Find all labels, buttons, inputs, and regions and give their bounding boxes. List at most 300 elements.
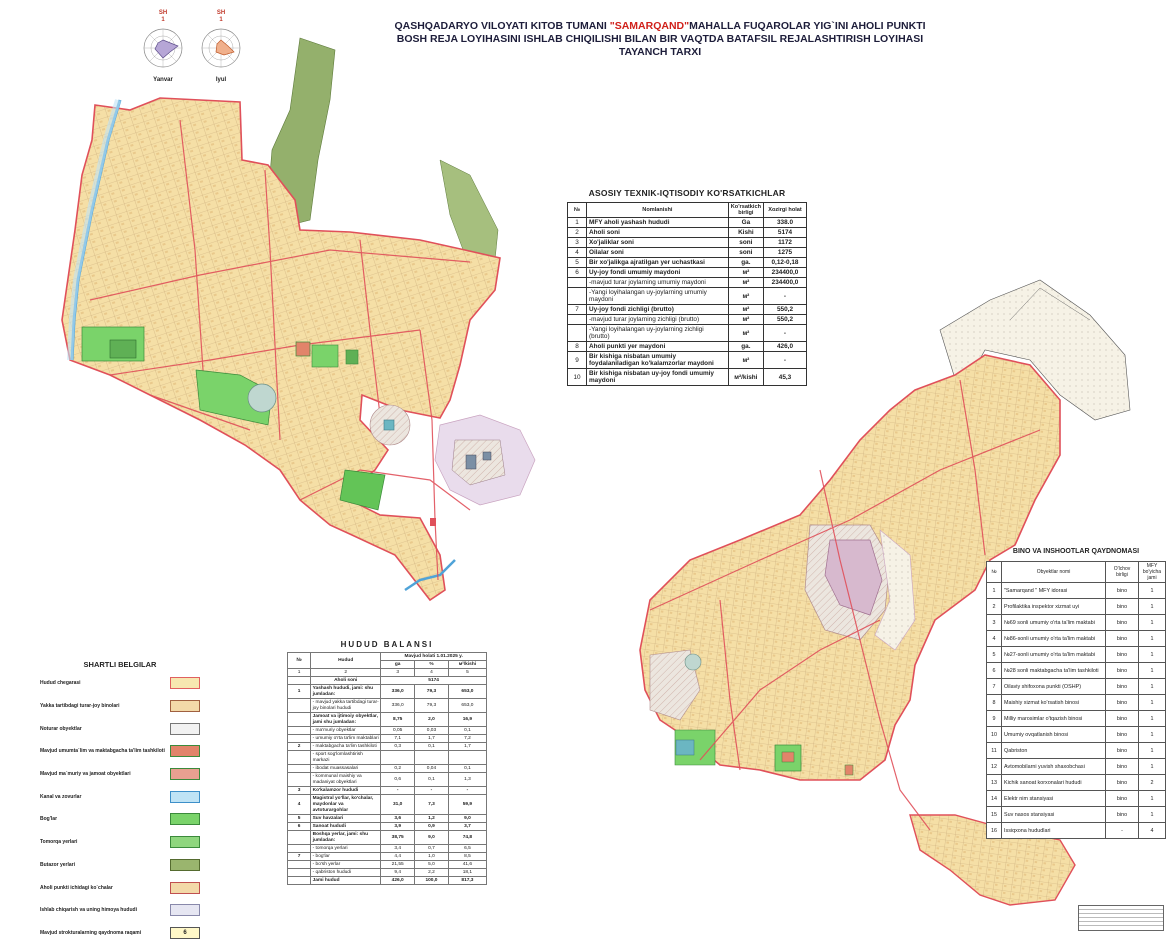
tech-table-row: [568, 352, 807, 369]
row-area: - sport sog'lomlashtirish markazi: [311, 751, 381, 765]
row-value: 426,0: [764, 342, 807, 352]
row-area: Jami hudud: [311, 877, 381, 885]
bino-table-row: [987, 695, 1166, 711]
row-total: 1: [1139, 663, 1166, 679]
buildings-registry-table: [986, 561, 1166, 839]
row-object: №86-sonli umumiy o'rta ta'lim maktabi: [1002, 631, 1106, 647]
legend-swatch: [170, 677, 200, 689]
title-post: MAHALLA FUQAROLAR YIG`INI AHOLI PUNKTI: [689, 20, 926, 32]
row-m2: 1,7: [448, 743, 486, 751]
row-total: 1: [1139, 615, 1166, 631]
row-unit: м²: [728, 288, 763, 305]
row-area: - kommunal maishiy va madaniyat obyektlari: [311, 773, 381, 787]
row-name: Aholi soni: [587, 228, 729, 238]
row-total: 1: [1139, 759, 1166, 775]
legend-label: Yakka tartibdagi turar-joy binolari: [40, 703, 120, 710]
row-area: - qabriston hududi: [311, 869, 381, 877]
row-number: [568, 315, 587, 325]
legend-item: [40, 785, 200, 808]
tech-table-row: [568, 268, 807, 278]
tech-table-row: [568, 258, 807, 268]
row-ga: [381, 751, 415, 765]
row-name: Uy-joy fondi umumiy maydoni: [587, 268, 729, 278]
wind-rose-label: Iyul: [215, 77, 227, 83]
title-highlight: "SAMARQAND": [609, 20, 690, 32]
bino-table-row: [987, 663, 1166, 679]
row-pct: 1,7: [415, 735, 449, 743]
row-unit: bino: [1106, 631, 1139, 647]
row-value: -: [764, 325, 807, 342]
land-balance-row: [288, 815, 487, 823]
tech-table-row: [568, 248, 807, 258]
row-unit: м²: [728, 352, 763, 369]
row-m2: 18,1: [448, 869, 486, 877]
row-ga: 3,9: [381, 823, 415, 831]
land-balance-row: [288, 713, 487, 727]
row-m2: 3,7: [448, 823, 486, 831]
row-pct: 0,1: [415, 773, 449, 787]
row-m2: -: [448, 787, 486, 795]
land-balance-table: [287, 652, 487, 885]
row-pct: 0,9: [415, 823, 449, 831]
row-number: 4: [288, 795, 311, 815]
row-number: 15: [987, 807, 1002, 823]
row-number: 6: [568, 268, 587, 278]
land-balance-row: [288, 735, 487, 743]
row-total: 1: [1139, 807, 1166, 823]
legend-label: Butazor yerlari: [40, 861, 76, 868]
legend-item: [40, 695, 200, 718]
row-value: 234400,0: [764, 268, 807, 278]
row-total: 1: [1139, 791, 1166, 807]
row-m2: [448, 751, 486, 765]
row-object: Milliy marosimlar o'tqazish binosi: [1002, 711, 1106, 727]
population-label: Aholi soni: [311, 677, 381, 685]
row-total: 1: [1139, 583, 1166, 599]
col-object: Obyektlar nomi: [1002, 562, 1106, 583]
row-number: 8: [987, 695, 1002, 711]
row-total: 1: [1139, 679, 1166, 695]
shrub-strip-east: [440, 160, 498, 260]
row-number: 5: [987, 647, 1002, 663]
tech-table-row: [568, 315, 807, 325]
row-object: Oilaviy shifoxona punkti (OSHP): [1002, 679, 1106, 695]
bino-table-title: BINO VA INSHOOTLAR QAYDNOMASI: [1012, 548, 1140, 555]
legend-item: [40, 854, 200, 877]
row-number: 2: [568, 228, 587, 238]
col-ga: ga: [381, 661, 415, 669]
row-number: 11: [987, 743, 1002, 759]
bino-table-row: [987, 743, 1166, 759]
legend-swatch: [170, 791, 200, 803]
row-number: 16: [987, 823, 1002, 839]
row-pct: 1,2: [415, 815, 449, 823]
hudud-header-1: [288, 653, 487, 661]
title-line-3: TAYANCH TARXI: [618, 46, 702, 58]
row-pct: 79,3: [415, 685, 449, 699]
legend-label: Aholi punkti ichidagi ko`chalar: [40, 884, 113, 891]
row-value: 5174: [764, 228, 807, 238]
row-unit: bino: [1106, 759, 1139, 775]
wind-rose-january-labels: [143, 10, 183, 90]
row-object: Issiqxona hududlari: [1002, 823, 1106, 839]
row-number: [568, 278, 587, 288]
row-object: Suv nasos stansiyasi: [1002, 807, 1106, 823]
legend-item: [40, 740, 200, 763]
bino-table-row: [987, 807, 1166, 823]
legend-label: Mavjud ma`muriy va jamoat obyektlari: [40, 771, 131, 778]
row-ga: 9,4: [381, 869, 415, 877]
legend-label: Noturar obyektlar: [40, 725, 82, 732]
bino-table-header: [987, 562, 1166, 583]
land-balance-row: [288, 685, 487, 699]
row-ga: 21,55: [381, 861, 415, 869]
row-number: 2: [288, 743, 311, 751]
idx-cell: 4: [415, 669, 449, 677]
row-number: 9: [987, 711, 1002, 727]
tech-table-row: [568, 325, 807, 342]
north-label: SH: [158, 10, 168, 16]
row-m2: 59,9: [448, 795, 486, 815]
row-area: Jamoat va ijtimoiy obyektlar, jami shu jumladan:: [311, 713, 381, 727]
col-total: MFY bo'yicha jami: [1139, 562, 1166, 583]
col-m2: м²/kishi: [448, 661, 486, 669]
wind-rose-label: Yanvar: [153, 77, 173, 83]
row-number: 12: [987, 759, 1002, 775]
row-pct: [415, 751, 449, 765]
row-pct: 2,2: [415, 869, 449, 877]
row-ga: 8,75: [381, 713, 415, 727]
title-line-2: BOSH REJA LOYIHASINI ISHLAB CHIQILISHI BILAN BIR VAQTDA BATAFSIL REJALASHTIRISH LOYIHASI: [396, 33, 924, 45]
row-number: 1: [987, 583, 1002, 599]
row-number: [288, 751, 311, 765]
legend-title: SHARTLI BELGILAR: [83, 660, 157, 669]
row-pct: 0,03: [415, 727, 449, 735]
col-unit: O'lchov birligi: [1106, 562, 1139, 583]
row-total: 1: [1139, 599, 1166, 615]
row-number: [288, 713, 311, 727]
idx-cell: 2: [311, 669, 381, 677]
row-name: -mavjud turar joylarning zichligi (brutto): [587, 315, 729, 325]
row-unit: bino: [1106, 695, 1139, 711]
row-number: 9: [568, 352, 587, 369]
bino-table-row: [987, 791, 1166, 807]
row-unit: bino: [1106, 711, 1139, 727]
row-unit: bino: [1106, 791, 1139, 807]
col-number: №: [568, 203, 587, 218]
land-balance-row: [288, 765, 487, 773]
row-area: Suv havzalari: [311, 815, 381, 823]
row-object: Umumiy ovqatlanish binosi: [1002, 727, 1106, 743]
row-total: 4: [1139, 823, 1166, 839]
row-pct: 0,04: [415, 765, 449, 773]
row-unit: -: [1106, 823, 1139, 839]
row-total: 1: [1139, 695, 1166, 711]
bino-table-row: [987, 759, 1166, 775]
row-number: 1: [288, 685, 311, 699]
land-balance-title: HUDUD BALANSI: [340, 640, 434, 649]
legend-label: Ishlab chiqarish va uning himoya hududi: [40, 907, 137, 914]
row-total: 1: [1139, 711, 1166, 727]
row-name: MFY aholi yashash hududi: [587, 218, 729, 228]
row-number: 3: [288, 787, 311, 795]
row-number: [288, 727, 311, 735]
row-value: 45,3: [764, 369, 807, 386]
row-pct: 5,0: [415, 861, 449, 869]
legend-swatch: 6: [170, 927, 200, 939]
row-unit: м²: [728, 305, 763, 315]
row-name: Bir kishiga nisbatan umumiy foydalaniladigan ko'kalamzorlar maydoni: [587, 352, 729, 369]
row-number: [288, 877, 311, 885]
legend-label: Mavjud umumta`lim va maktabgacha ta'lim tashkiloti: [40, 748, 165, 755]
land-balance-row: [288, 877, 487, 885]
row-name: Uy-joy fondi zichligi (brutto): [587, 305, 729, 315]
map-title: [380, 20, 940, 59]
row-unit: bino: [1106, 775, 1139, 791]
row-object: №27-sonli umumiy o'rta ta'lim maktabi: [1002, 647, 1106, 663]
row-ga: 0,3: [381, 743, 415, 751]
row-m2: 817,3: [448, 877, 486, 885]
row-area: Magistral yo'llar, ko'chalar, maydonlar va avtoturargohlar: [311, 795, 381, 815]
land-balance-row: [288, 773, 487, 787]
north-letter: 1: [219, 17, 223, 23]
legend-swatch: [170, 768, 200, 780]
row-pct: 9,0: [415, 831, 449, 845]
row-pct: 2,0: [415, 713, 449, 727]
tech-table-row: [568, 342, 807, 352]
row-unit: м²: [728, 268, 763, 278]
row-name: Oilalar soni: [587, 248, 729, 258]
land-balance-row: [288, 751, 487, 765]
bino-table-row: [987, 631, 1166, 647]
tech-table-header: [568, 203, 807, 218]
row-area: - tomorqa yerlari: [311, 845, 381, 853]
row-ga: 0,05: [381, 727, 415, 735]
row-ga: 4,4: [381, 853, 415, 861]
wind-rose-july-labels: [201, 10, 241, 90]
row-object: №28 sonli maktabgacha ta'lim tashkiloti: [1002, 663, 1106, 679]
legend-label: Hudud chegarasi: [40, 680, 81, 687]
title-line-1: [380, 20, 940, 33]
tech-table-title: ASOSIY TEXNIK-IQTISODIY KO'RSATKICHLAR: [588, 188, 786, 198]
row-unit: bino: [1106, 743, 1139, 759]
row-object: Maishiy xizmat ko'rsatish binosi: [1002, 695, 1106, 711]
row-value: 338.0: [764, 218, 807, 228]
land-balance-row: [288, 795, 487, 815]
row-m2: 8,5: [448, 853, 486, 861]
row-area: - umumiy o'rta ta'lim maktablari: [311, 735, 381, 743]
row-number: [288, 845, 311, 853]
row-area: - bog'lar: [311, 853, 381, 861]
col-area: Hudud: [311, 653, 381, 669]
row-number: 5: [288, 815, 311, 823]
legend-swatch: [170, 882, 200, 894]
row-object: Elektr nim stansiyasi: [1002, 791, 1106, 807]
map-legend: [40, 672, 200, 944]
row-unit: ga.: [728, 342, 763, 352]
idx-cell: 5: [448, 669, 486, 677]
bino-table-row: [987, 727, 1166, 743]
row-m2: 653,0: [448, 685, 486, 699]
row-m2: 6,5: [448, 845, 486, 853]
row-ga: 336,0: [381, 685, 415, 699]
row-object: Kichik sanoat korxonalari hududi: [1002, 775, 1106, 791]
row-value: 234400,0: [764, 278, 807, 288]
row-number: 4: [987, 631, 1002, 647]
row-number: 7: [288, 853, 311, 861]
row-area: - maktabgacha ta'lim tashkiloti: [311, 743, 381, 751]
col-name: Nomlanishi: [587, 203, 729, 218]
row-number: 5: [568, 258, 587, 268]
row-name: -Yangi loyihalangan uy-joylarning umumiy maydoni: [587, 288, 729, 305]
row-number: 3: [568, 238, 587, 248]
north-letter: 1: [161, 17, 165, 23]
legend-item: [40, 831, 200, 854]
row-number: [288, 861, 311, 869]
row-unit: bino: [1106, 807, 1139, 823]
row-pct: 7,3: [415, 795, 449, 815]
col-unit: Ko'rsatkich birligi: [728, 203, 763, 218]
tech-table-row: [568, 288, 807, 305]
row-total: 1: [1139, 647, 1166, 663]
pop-spacer: [288, 677, 311, 685]
row-name: Aholi punkti yer maydoni: [587, 342, 729, 352]
row-m2: 7,2: [448, 735, 486, 743]
legend-swatch: [170, 813, 200, 825]
row-unit: bino: [1106, 727, 1139, 743]
row-m2: 9,0: [448, 815, 486, 823]
row-number: [568, 288, 587, 305]
row-number: 7: [987, 679, 1002, 695]
legend-item: [40, 808, 200, 831]
legend-swatch: [170, 859, 200, 871]
legend-label: Kanal va zovurlar: [40, 793, 82, 800]
legend-label: Bog'lar: [40, 816, 58, 823]
col-existing-state: Mavjud holati 1.01.2025 y.: [381, 653, 487, 661]
legend-swatch: [170, 723, 200, 735]
legend-label: Tomorqa yerlari: [40, 839, 78, 846]
row-unit: bino: [1106, 647, 1139, 663]
row-number: 8: [568, 342, 587, 352]
row-number: 10: [568, 369, 587, 386]
legend-item: [40, 876, 200, 899]
row-pct: 100,0: [415, 877, 449, 885]
row-name: -Yangi loyihalangan uy-joylarning zichligi (brutto): [587, 325, 729, 342]
legend-label: Mavjud strokturalarning qaydnoma raqami: [40, 929, 142, 936]
row-area: Ko'kalamzor hududi: [311, 787, 381, 795]
bino-table-row: [987, 775, 1166, 791]
row-ga: 3,4: [381, 845, 415, 853]
row-number: 4: [568, 248, 587, 258]
bino-table-row: [987, 711, 1166, 727]
land-balance-row: [288, 861, 487, 869]
row-number: 13: [987, 775, 1002, 791]
left-settlement: [62, 38, 535, 600]
row-unit: ga.: [728, 258, 763, 268]
tech-table-row: [568, 228, 807, 238]
row-unit: bino: [1106, 679, 1139, 695]
title-block-stamp: [1078, 905, 1164, 931]
row-area: Yashash hududi, jami: shu jumladan:: [311, 685, 381, 699]
land-balance-row: [288, 823, 487, 831]
legend-item: [40, 763, 200, 786]
legend-item: [40, 922, 200, 944]
row-number: 2: [987, 599, 1002, 615]
legend-swatch: [170, 700, 200, 712]
row-m2: 1,3: [448, 773, 486, 787]
row-value: 1172: [764, 238, 807, 248]
legend-swatch: [170, 745, 200, 757]
col-value: Xozirgi holat: [764, 203, 807, 218]
row-unit: м²: [728, 278, 763, 288]
legend-item: [40, 672, 200, 695]
hudud-population-row: [288, 677, 487, 685]
legend-swatch: [170, 836, 200, 848]
row-unit: bino: [1106, 599, 1139, 615]
land-balance-row: [288, 845, 487, 853]
row-unit: м²: [728, 325, 763, 342]
row-value: -: [764, 352, 807, 369]
row-number: [288, 765, 311, 773]
row-object: Qabriston: [1002, 743, 1106, 759]
row-unit: bino: [1106, 583, 1139, 599]
row-m2: 0,1: [448, 765, 486, 773]
tech-table-row: [568, 238, 807, 248]
row-number: 6: [288, 823, 311, 831]
row-total: 1: [1139, 727, 1166, 743]
row-value: -: [764, 288, 807, 305]
row-total: 1: [1139, 743, 1166, 759]
row-name: Xo'jaliklar soni: [587, 238, 729, 248]
row-number: [288, 773, 311, 787]
row-area: - bo'sh yerlar: [311, 861, 381, 869]
tech-table-row: [568, 369, 807, 386]
row-unit: soni: [728, 238, 763, 248]
bino-table-row: [987, 647, 1166, 663]
row-area: Sanoat hududi: [311, 823, 381, 831]
row-ga: -: [381, 787, 415, 795]
row-area: Boshqa yerlar, jami: shu jumladan:: [311, 831, 381, 845]
row-number: 14: [987, 791, 1002, 807]
row-number: 1: [568, 218, 587, 228]
row-pct: 79,3: [415, 699, 449, 713]
row-number: 3: [987, 615, 1002, 631]
title-pre: QASHQADARYO VILOYATI KITOB TUMANI: [394, 20, 610, 32]
hudud-index-row: [288, 669, 487, 677]
row-value: 0,12-0,18: [764, 258, 807, 268]
tech-indicators-table: [567, 202, 807, 386]
row-number: [288, 699, 311, 713]
row-ga: 31,0: [381, 795, 415, 815]
row-ga: 3,6: [381, 815, 415, 823]
row-value: 550,2: [764, 305, 807, 315]
idx-cell: 3: [381, 669, 415, 677]
row-number: 7: [568, 305, 587, 315]
row-unit: bino: [1106, 615, 1139, 631]
col-number: №: [987, 562, 1002, 583]
tech-table-row: [568, 218, 807, 228]
row-m2: 41,6: [448, 861, 486, 869]
row-unit: Kishi: [728, 228, 763, 238]
legend-item: [40, 899, 200, 922]
row-unit: bino: [1106, 663, 1139, 679]
garden-3: [312, 345, 338, 367]
row-area: - ma'muriy obyektlar: [311, 727, 381, 735]
population-value: 5174: [381, 677, 487, 685]
row-pct: 0,1: [415, 743, 449, 751]
row-number: 6: [987, 663, 1002, 679]
row-area: - mavjud yakka tartibdagi turar-joy binolari hududi: [311, 699, 381, 713]
